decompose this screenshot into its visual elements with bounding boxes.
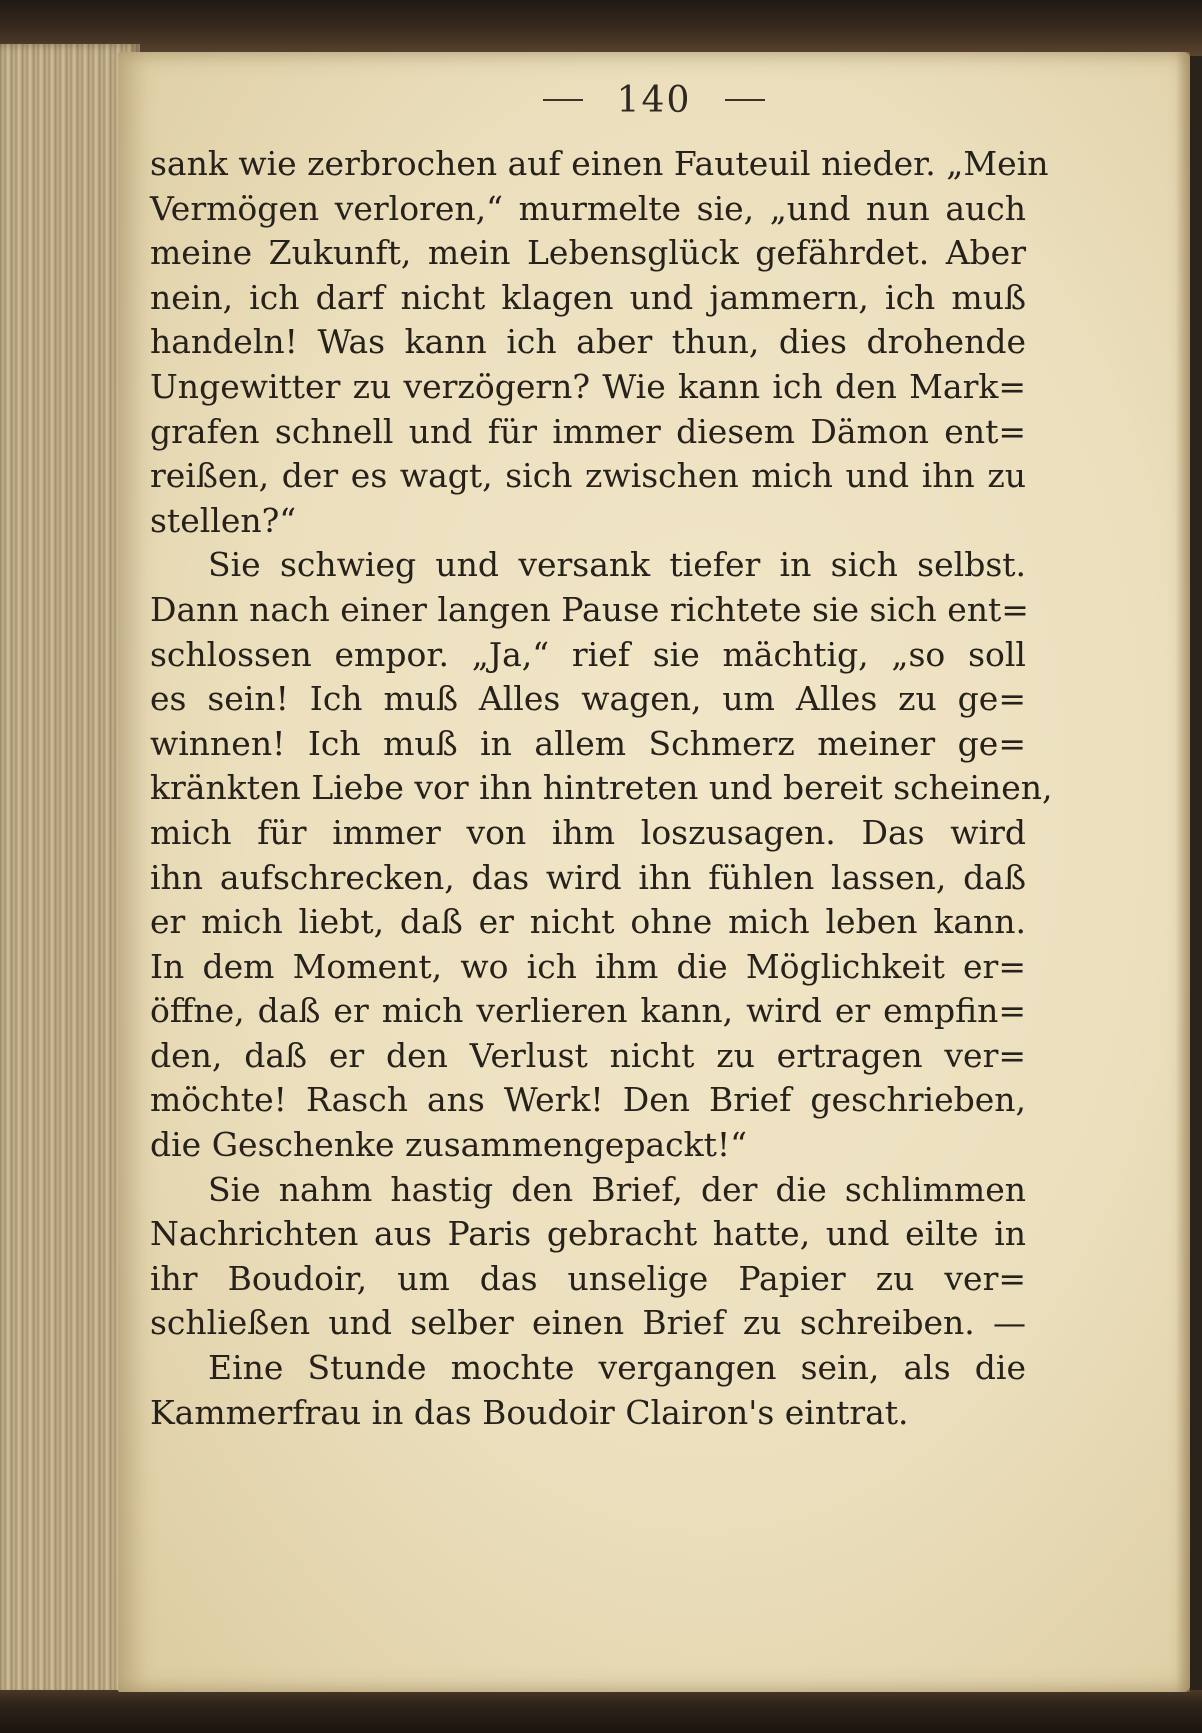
text-line: den, daß er den Verlust nicht zu ertragen ver= — [150, 1035, 1026, 1075]
text-line: Nachrichten aus Paris gebracht hatte, und eilte in — [150, 1214, 1026, 1254]
text-line: Vermögen verloren,“ murmelte sie, „und nun auch — [150, 188, 1026, 228]
text-line: In dem Moment, wo ich ihm die Möglichkeit er= — [150, 946, 1026, 986]
text-line: ihr Boudoir, um das unselige Papier zu ver= — [150, 1258, 1026, 1298]
text-line: meine Zukunft, mein Lebensglück gefährdet. Aber — [150, 233, 1026, 273]
text-line: die Geschenke zusammengepackt!“ — [150, 1125, 747, 1165]
text-line: Eine Stunde mochte vergangen sein, als die — [208, 1348, 1026, 1388]
text-line: ihn aufschrecken, das wird ihn fühlen lassen, daß — [150, 857, 1026, 897]
text-line: winnen! Ich muß in allem Schmerz meiner ge= — [150, 723, 1026, 763]
text-line: möchte! Rasch ans Werk! Den Brief geschrieben, — [150, 1080, 1026, 1120]
text-line: Sie schwieg und versank tiefer in sich selbst. — [208, 545, 1026, 585]
text-line: grafen schnell und für immer diesem Dämon ent= — [150, 411, 1026, 451]
book-cover-top — [0, 0, 1202, 56]
body-text — [150, 142, 1053, 1435]
text-line: Ungewitter zu verzögern? Wie kann ich den Mark= — [150, 366, 1026, 406]
text-line: stellen?“ — [150, 500, 297, 540]
text-line: er mich liebt, daß er nicht ohne mich leben kann. — [150, 902, 1026, 942]
page-header — [118, 70, 1190, 130]
text-line: Kammerfrau in das Boudoir Clairon's eintrat. — [150, 1392, 909, 1432]
text-line: mich für immer von ihm loszusagen. Das wird — [150, 812, 1026, 852]
text-line: öffne, daß er mich verlieren kann, wird er empfin= — [150, 991, 1026, 1031]
text-line: Dann nach einer langen Pause richtete sie sich ent= — [150, 589, 1029, 629]
text-line: kränkten Liebe vor ihn hintreten und bereit scheinen, — [150, 768, 1053, 808]
page-number: 140 — [616, 79, 692, 121]
text-line: schlossen empor. „Ja,“ rief sie mächtig, „so soll — [150, 634, 1026, 674]
text-line: Sie nahm hastig den Brief, der die schlimmen — [208, 1169, 1026, 1209]
text-line: sank wie zerbrochen auf einen Fauteuil nieder. „Mein — [150, 144, 1049, 183]
text-line: handeln! Was kann ich aber thun, dies drohende — [150, 322, 1026, 362]
header-dash-left — [543, 99, 583, 101]
text-line: schließen und selber einen Brief zu schreiben. — — [150, 1303, 1026, 1343]
text-line: nein, ich darf nicht klagen und jammern, ich muß — [150, 277, 1026, 317]
text-line: es sein! Ich muß Alles wagen, um Alles zu ge= — [150, 679, 1026, 719]
page-right-edge — [1176, 52, 1190, 1692]
book-cover-bottom — [0, 1690, 1202, 1733]
text-line: reißen, der es wagt, sich zwischen mich und ihn zu — [150, 456, 1026, 496]
header-dash-right — [725, 99, 765, 101]
